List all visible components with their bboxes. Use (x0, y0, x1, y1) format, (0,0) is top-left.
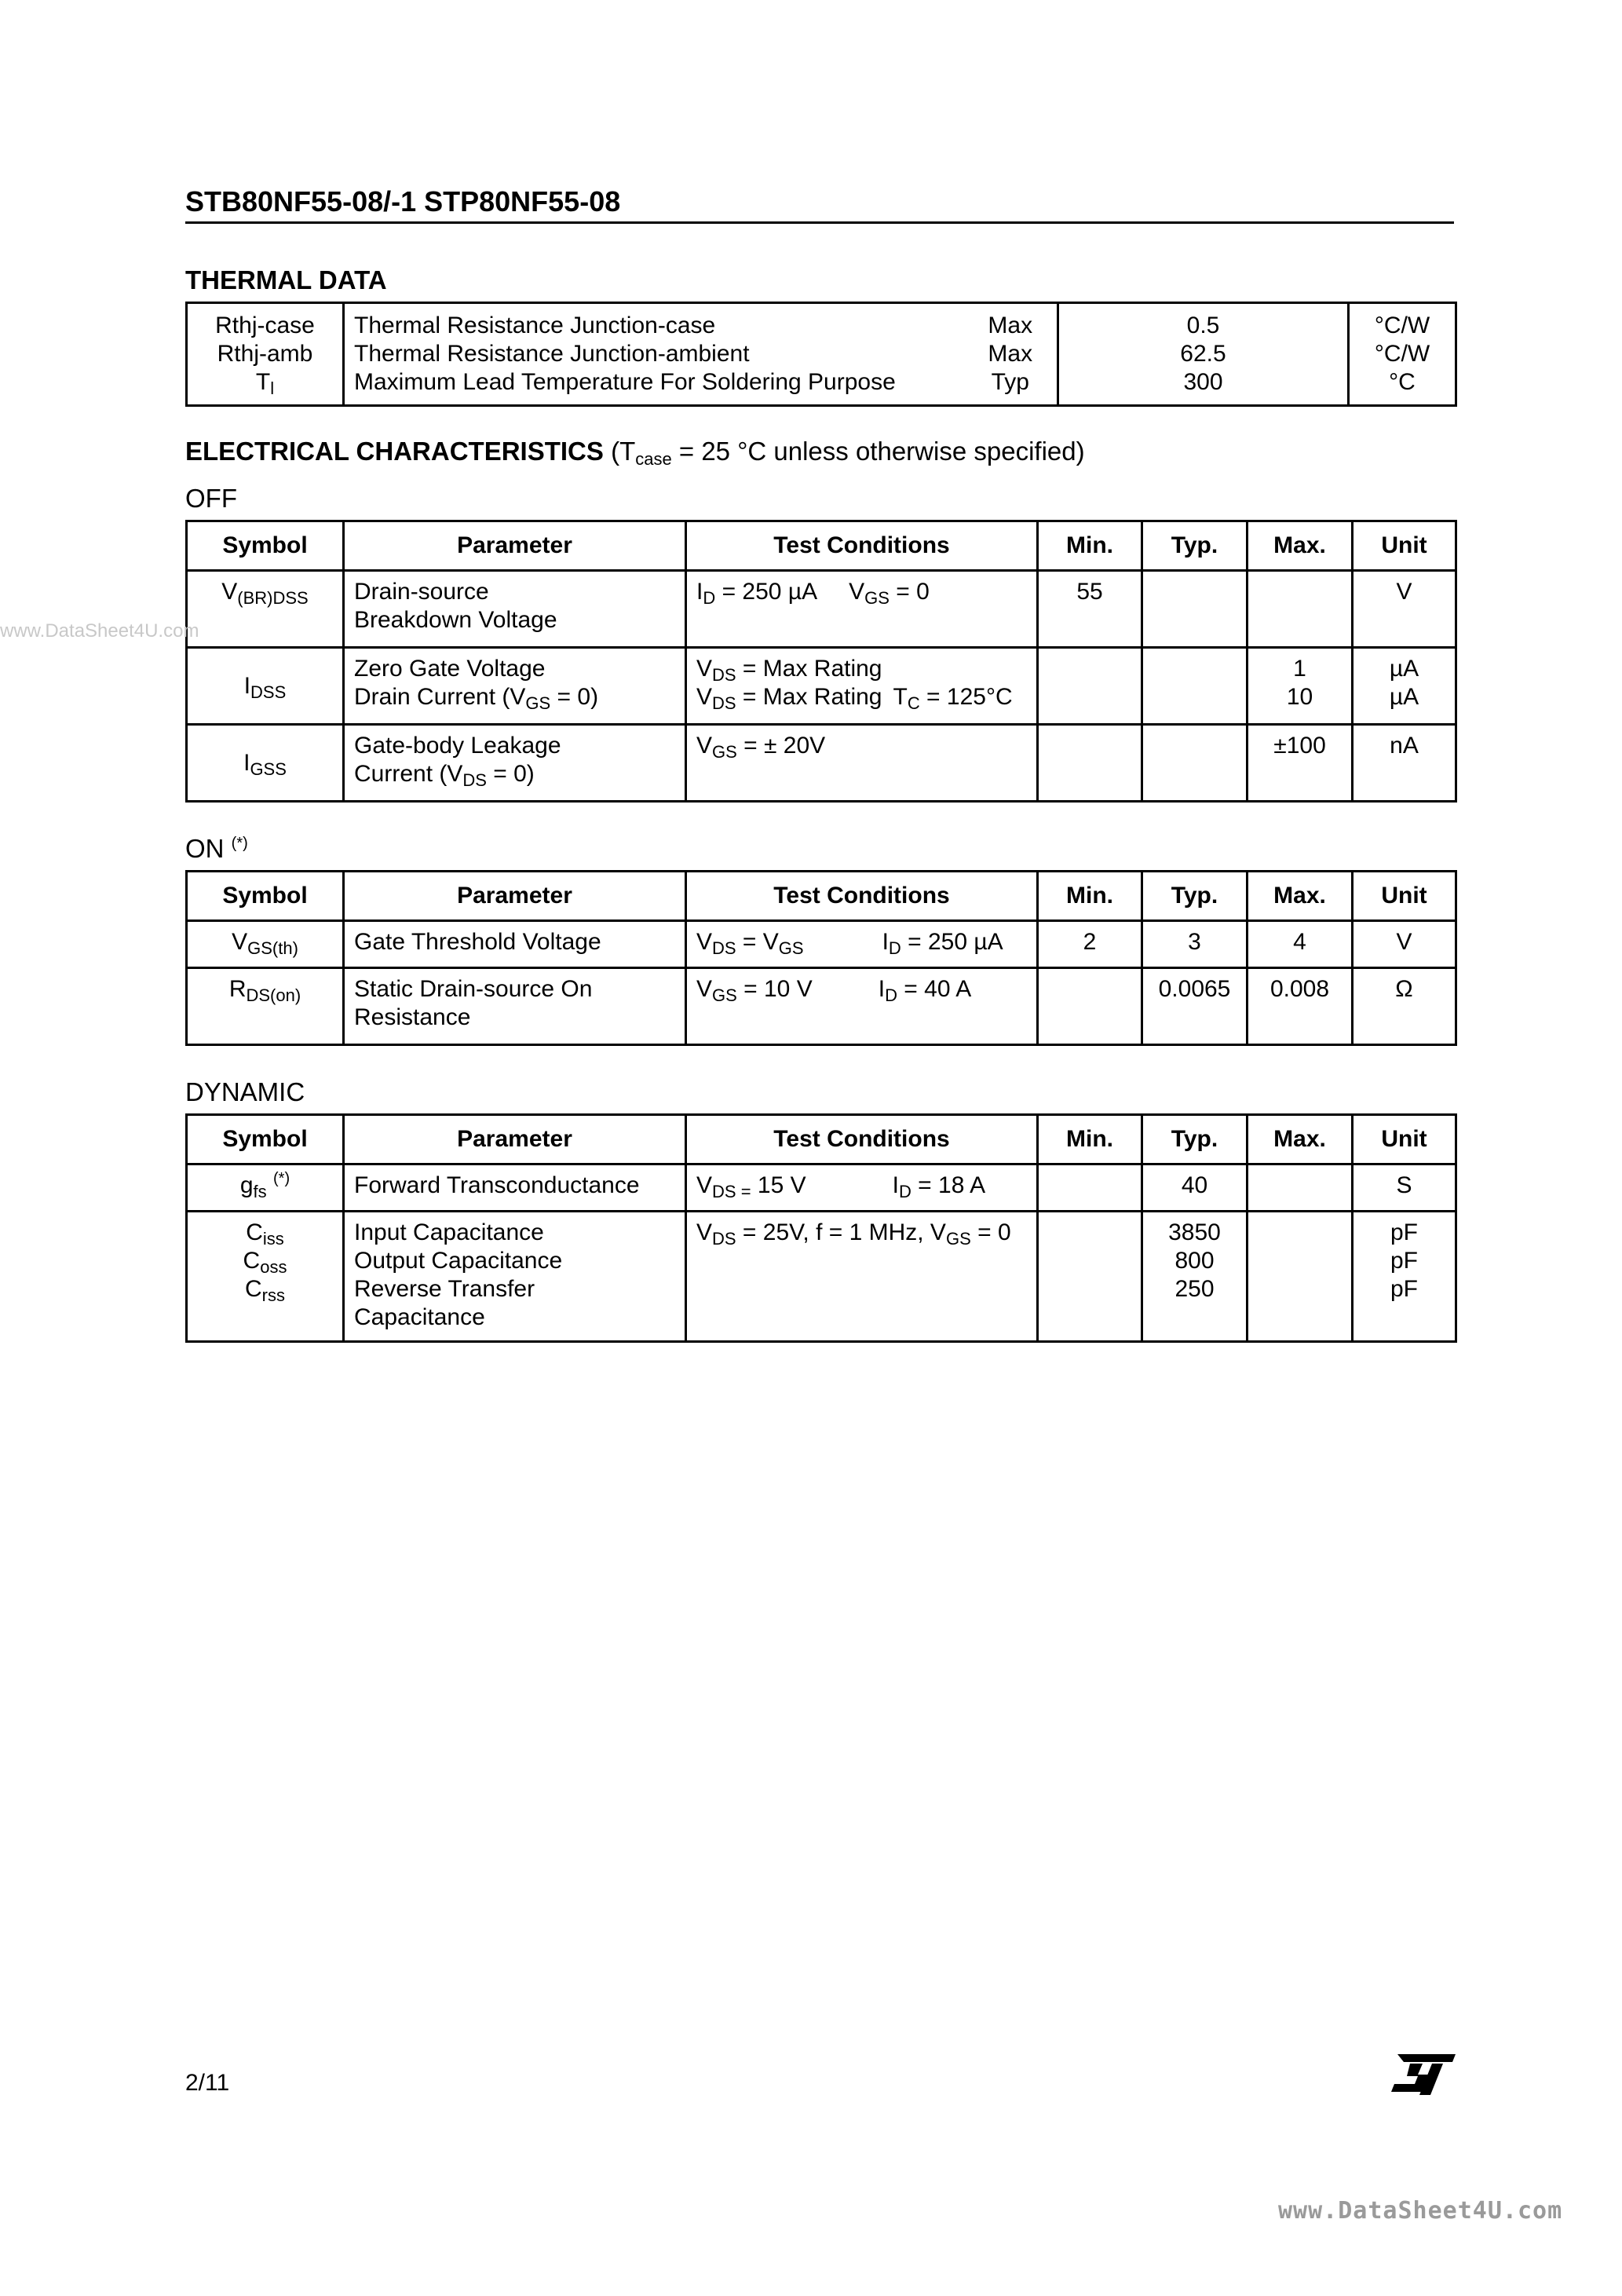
on-table (185, 870, 1457, 1046)
max-cell: ±100 (1248, 725, 1353, 802)
col-symbol: Symbol (187, 1115, 344, 1164)
symbol-cell: $V_{GS(th)}$ (187, 921, 344, 968)
col-unit: Unit (1353, 1115, 1456, 1164)
col-max: Max. (1248, 521, 1353, 571)
off-table (185, 520, 1457, 803)
col-symbol: Symbol (187, 872, 344, 921)
value-cell: 0.5 62.5 300 (1058, 303, 1349, 406)
min-cell (1038, 725, 1142, 802)
table-row (187, 921, 1456, 968)
unit-cell: V (1353, 571, 1456, 648)
parameter-cell: Forward Transconductance (344, 1164, 686, 1212)
col-typ: Typ. (1142, 521, 1248, 571)
typ-cell (1142, 725, 1248, 802)
document-title: STB80NF55-08/-1 STP80NF55-08 (185, 185, 621, 218)
col-test-conditions: Test Conditions (686, 521, 1038, 571)
symbol-cell: $R_{DS(on)}$ (187, 968, 344, 1045)
col-max: Max. (1248, 872, 1353, 921)
typ-cell: 3850 800 250 (1142, 1212, 1248, 1342)
max-cell: 1 10 (1248, 648, 1353, 725)
page-number: 2/11 (185, 2070, 230, 2096)
table-header-row (187, 872, 1456, 921)
test-conditions-cell: $V_{GS}$ = ± 20V (686, 725, 1038, 802)
col-test-conditions: Test Conditions (686, 1115, 1038, 1164)
col-symbol: Symbol (187, 521, 344, 571)
watermark-bottom: www.DataSheet4U.com (1278, 2197, 1563, 2225)
col-typ: Typ. (1142, 872, 1248, 921)
table-row (187, 1164, 1456, 1212)
unit-cell: V (1353, 921, 1456, 968)
col-parameter: Parameter (344, 872, 686, 921)
typ-cell (1142, 571, 1248, 648)
electrical-characteristics-heading: ELECTRICAL CHARACTERISTICS ($T_{case} = 25$ °C unless otherwise specified) (185, 437, 1085, 469)
min-cell (1038, 1164, 1142, 1212)
col-parameter: Parameter (344, 521, 686, 571)
dynamic-heading: DYNAMIC (185, 1077, 305, 1106)
parameter-cell: Static Drain-source On Resistance (344, 968, 686, 1045)
col-unit: Unit (1353, 521, 1456, 571)
table-row (187, 303, 1456, 406)
unit-cell: µA µA (1353, 648, 1456, 725)
typ-cell (1142, 648, 1248, 725)
parameter-cell: Zero Gate Voltage Drain Current $(V_{GS} = 0)$ (344, 648, 686, 725)
col-typ: Typ. (1142, 1115, 1248, 1164)
test-conditions-cell: $V_{DS} = 25V$, f = 1 MHz, $V_{GS} = 0$ (686, 1212, 1038, 1342)
header-rule (185, 221, 1454, 224)
max-cell (1248, 1164, 1353, 1212)
typ-cell: 40 (1142, 1164, 1248, 1212)
st-logo-icon (1386, 2053, 1457, 2097)
min-cell: 55 (1038, 571, 1142, 648)
unit-cell: pF pF pF (1353, 1212, 1456, 1342)
min-cell (1038, 968, 1142, 1045)
col-min: Min. (1038, 521, 1142, 571)
symbol-cell: $I_{GSS}$ (187, 725, 344, 802)
table-row (187, 968, 1456, 1045)
table-row (187, 725, 1456, 802)
table-header-row (187, 521, 1456, 571)
symbol-cell: $C_{iss}$ $C_{oss}$ $C_{rss}$ (187, 1212, 344, 1342)
dynamic-table (185, 1113, 1457, 1343)
table-row (187, 648, 1456, 725)
col-min: Min. (1038, 1115, 1142, 1164)
parameter-cell: Thermal Resistance Junction-case Thermal Resistance Junction-ambient Maximum Lead Temperature For Soldering Purpose (344, 303, 964, 406)
min-cell: 2 (1038, 921, 1142, 968)
test-conditions-cell: $I_D = 250$ µA $V_{GS} = 0$ (686, 571, 1038, 648)
symbol-cell: $I_{DSS}$ (187, 648, 344, 725)
typ-cell: 3 (1142, 921, 1248, 968)
qualifier-cell: Max Max Typ (964, 303, 1058, 406)
max-cell (1248, 1212, 1353, 1342)
col-parameter: Parameter (344, 1115, 686, 1164)
col-test-conditions: Test Conditions (686, 872, 1038, 921)
typ-cell: 0.0065 (1142, 968, 1248, 1045)
unit-cell: Ω (1353, 968, 1456, 1045)
min-cell (1038, 1212, 1142, 1342)
max-cell: 4 (1248, 921, 1353, 968)
parameter-cell: Input Capacitance Output Capacitance Reverse Transfer Capacitance (344, 1212, 686, 1342)
off-heading: OFF (185, 484, 237, 513)
thermal-data-table (185, 302, 1457, 407)
table-row (187, 1212, 1456, 1342)
parameter-cell: Drain-source Breakdown Voltage (344, 571, 686, 648)
symbol-cell: $g_{fs}$ (*) (187, 1164, 344, 1212)
max-cell: 0.008 (1248, 968, 1353, 1045)
symbol-cell: Rthj-case Rthj-amb $T_l$ (187, 303, 344, 406)
parameter-cell: Gate Threshold Voltage (344, 921, 686, 968)
unit-cell: °C/W °C/W °C (1349, 303, 1456, 406)
col-unit: Unit (1353, 872, 1456, 921)
min-cell (1038, 648, 1142, 725)
watermark-side: www.DataSheet4U.com (0, 620, 199, 642)
symbol-cell: $V_{(BR)DSS}$ (187, 571, 344, 648)
parameter-cell: Gate-body Leakage Current $(V_{DS} = 0)$ (344, 725, 686, 802)
table-header-row (187, 1115, 1456, 1164)
test-conditions-cell: $V_{DS} = V_{GS}$ $I_D = 250$ µA (686, 921, 1038, 968)
col-min: Min. (1038, 872, 1142, 921)
thermal-data-heading: THERMAL DATA (185, 265, 387, 294)
unit-cell: S (1353, 1164, 1456, 1212)
test-conditions-cell: $V_{DS =}$ 15 V $I_D = 18$ A (686, 1164, 1038, 1212)
table-row (187, 571, 1456, 648)
unit-cell: nA (1353, 725, 1456, 802)
max-cell (1248, 571, 1353, 648)
test-conditions-cell: $V_{GS} = 10$ V $I_D = 40$ A (686, 968, 1038, 1045)
test-conditions-cell: $V_{DS}$ = Max Rating $V_{DS}$ = Max Rating $T_C = 125^\circ C$ (686, 648, 1038, 725)
on-heading: ON (*) (185, 834, 248, 863)
col-max: Max. (1248, 1115, 1353, 1164)
